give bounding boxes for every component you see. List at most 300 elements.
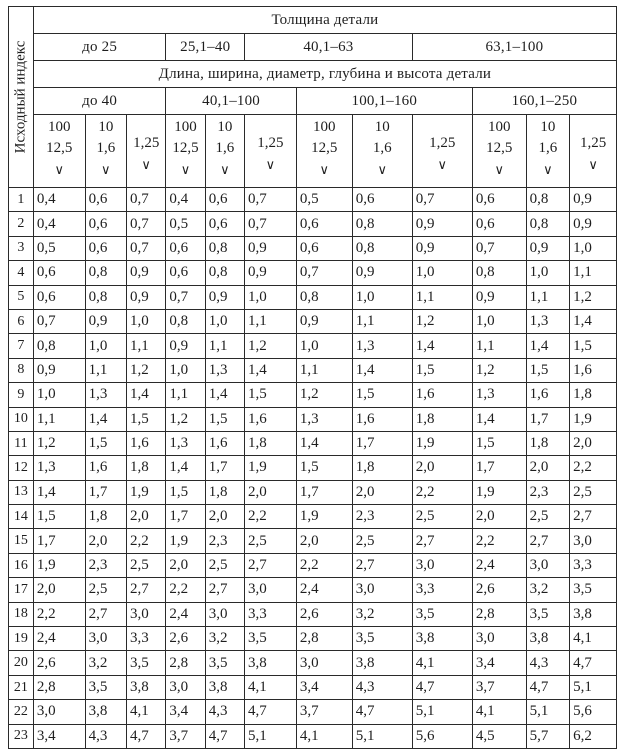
table-cell: 1,0 [526, 261, 569, 285]
table-cell: 4,1 [570, 627, 617, 651]
table-cell: 3,0 [570, 529, 617, 553]
row-index: 18 [9, 602, 34, 626]
table-cell: 1,7 [166, 505, 205, 529]
table-row [9, 480, 617, 504]
table-row [9, 188, 617, 212]
table-cell: 2,4 [472, 553, 526, 577]
table-cell: 1,0 [352, 285, 412, 309]
roughness-value: 100 [313, 119, 336, 135]
table-cell: 1,4 [296, 431, 352, 455]
table-cell: 2,4 [166, 602, 205, 626]
table-cell: 4,1 [245, 675, 297, 699]
dimension-range-3: 100,1–160 [296, 88, 472, 115]
dimension-header: Длина, ширина, диаметр, глубина и высота детали [33, 61, 616, 88]
table-cell: 1,5 [412, 358, 472, 382]
table-cell: 1,5 [33, 505, 85, 529]
table-cell: 2,8 [472, 602, 526, 626]
table-cell: 0,9 [166, 334, 205, 358]
table-cell: 0,9 [412, 212, 472, 236]
table-cell: 2,6 [296, 602, 352, 626]
row-index: 2 [9, 212, 34, 236]
table-cell: 3,5 [412, 602, 472, 626]
table-cell: 2,7 [245, 553, 297, 577]
table-cell: 2,0 [127, 505, 166, 529]
thickness-range-4: 63,1–100 [412, 34, 616, 61]
table-cell: 2,5 [85, 578, 126, 602]
table-cell: 1,0 [33, 383, 85, 407]
roughness-check-icon: ∨ [180, 162, 191, 177]
table-cell: 1,9 [570, 407, 617, 431]
table-cell: 3,0 [127, 602, 166, 626]
table-cell: 1,3 [85, 383, 126, 407]
table-cell: 0,9 [570, 188, 617, 212]
table-cell: 1,0 [85, 334, 126, 358]
table-cell: 1,3 [352, 334, 412, 358]
table-cell: 3,5 [127, 651, 166, 675]
table-cell: 1,5 [352, 383, 412, 407]
roughness-value: 10 [217, 119, 233, 135]
table-cell: 3,2 [352, 602, 412, 626]
table-cell: 3,5 [526, 602, 569, 626]
table-cell: 0,8 [205, 236, 244, 260]
table-cell: 1,4 [127, 383, 166, 407]
table-cell: 0,6 [166, 261, 205, 285]
table-cell: 0,5 [296, 188, 352, 212]
table-cell: 1,9 [166, 529, 205, 553]
table-cell: 0,8 [352, 212, 412, 236]
table-cell: 4,3 [526, 651, 569, 675]
roughness-value: 1,25 [579, 135, 607, 151]
table-cell: 0,9 [412, 236, 472, 260]
table-cell: 3,8 [245, 651, 297, 675]
table-cell: 1,3 [205, 358, 244, 382]
table-cell: 0,7 [412, 188, 472, 212]
table-cell: 2,3 [205, 529, 244, 553]
table-cell: 5,1 [412, 700, 472, 724]
table-cell: 1,2 [570, 285, 617, 309]
table-cell: 1,8 [127, 456, 166, 480]
roughness-value: 1,6 [96, 140, 116, 156]
roughness-check-icon: ∨ [220, 162, 230, 177]
table-cell: 1,3 [296, 407, 352, 431]
table-cell: 2,4 [33, 627, 85, 651]
roughness-cell [85, 115, 126, 188]
thickness-header: Толщина детали [33, 7, 616, 34]
table-cell: 1,1 [526, 285, 569, 309]
table-cell: 5,1 [352, 724, 412, 748]
table-cell: 2,6 [33, 651, 85, 675]
table-row [9, 358, 617, 382]
table-cell: 5,6 [412, 724, 472, 748]
table-cell: 2,2 [245, 505, 297, 529]
table-cell: 2,3 [85, 553, 126, 577]
table-cell: 4,3 [352, 675, 412, 699]
roughness-check-icon: ∨ [101, 162, 111, 177]
table-cell: 1,7 [472, 456, 526, 480]
roughness-check-icon: ∨ [265, 157, 276, 172]
table-cell: 3,8 [127, 675, 166, 699]
roughness-cell [205, 115, 244, 188]
table-cell: 3,0 [85, 627, 126, 651]
row-index: 11 [9, 431, 34, 455]
table-row [9, 627, 617, 651]
roughness-cell [412, 115, 472, 188]
roughness-cell [296, 115, 352, 188]
table-cell: 4,5 [472, 724, 526, 748]
dimension-range-1: до 40 [33, 88, 166, 115]
table-cell: 2,7 [85, 602, 126, 626]
roughness-cell [127, 115, 166, 188]
roughness-value: 10 [540, 119, 556, 135]
table-cell: 1,4 [472, 407, 526, 431]
table-cell: 0,6 [33, 285, 85, 309]
table-cell: 0,9 [296, 309, 352, 333]
table-cell: 3,7 [296, 700, 352, 724]
table-cell: 2,0 [352, 480, 412, 504]
row-index: 23 [9, 724, 34, 748]
table-cell: 0,7 [127, 188, 166, 212]
table-cell: 5,1 [526, 700, 569, 724]
table-cell: 0,9 [127, 285, 166, 309]
table-cell: 1,4 [85, 407, 126, 431]
table-cell: 2,3 [352, 505, 412, 529]
roughness-value: 100 [174, 119, 197, 135]
dimension-range-2: 40,1–100 [166, 88, 296, 115]
table-cell: 1,0 [412, 261, 472, 285]
table-cell: 3,0 [352, 578, 412, 602]
thickness-range-2: 25,1–40 [166, 34, 245, 61]
row-index: 5 [9, 285, 34, 309]
table-cell: 3,5 [205, 651, 244, 675]
table-cell: 1,1 [412, 285, 472, 309]
table-cell: 1,2 [296, 383, 352, 407]
table-cell: 1,7 [352, 431, 412, 455]
table-cell: 2,6 [166, 627, 205, 651]
table-cell: 1,0 [205, 309, 244, 333]
roughness-check-icon: ∨ [494, 162, 504, 177]
table-cell: 3,0 [245, 578, 297, 602]
table-cell: 3,7 [472, 675, 526, 699]
table-cell: 1,0 [127, 309, 166, 333]
table-cell: 1,6 [85, 456, 126, 480]
table-cell: 0,6 [166, 236, 205, 260]
row-index: 22 [9, 700, 34, 724]
table-cell: 2,0 [33, 578, 85, 602]
table-cell: 0,6 [85, 236, 126, 260]
table-cell: 3,5 [85, 675, 126, 699]
table-cell: 2,6 [472, 578, 526, 602]
table-cell: 0,9 [85, 309, 126, 333]
row-index: 16 [9, 553, 34, 577]
table-cell: 3,3 [127, 627, 166, 651]
table-cell: 4,1 [412, 651, 472, 675]
index-header [9, 7, 34, 188]
table-cell: 2,5 [570, 480, 617, 504]
table-row [9, 602, 617, 626]
table-cell: 3,8 [85, 700, 126, 724]
table-cell: 0,8 [85, 261, 126, 285]
row-index: 4 [9, 261, 34, 285]
table-cell: 4,1 [296, 724, 352, 748]
table-cell: 3,0 [412, 553, 472, 577]
table-cell: 1,6 [526, 383, 569, 407]
table-row [9, 334, 617, 358]
table-cell: 1,4 [570, 309, 617, 333]
roughness-check-icon: ∨ [319, 162, 330, 177]
table-cell: 0,9 [352, 261, 412, 285]
table-cell: 0,8 [526, 188, 569, 212]
row-index: 8 [9, 358, 34, 382]
table-cell: 1,0 [245, 285, 297, 309]
roughness-value: 1,6 [215, 140, 235, 156]
table-cell: 2,5 [127, 553, 166, 577]
table-cell: 3,0 [526, 553, 569, 577]
table-cell: 1,0 [472, 309, 526, 333]
index-header-label: Исходный индекс [12, 40, 29, 154]
table-cell: 4,7 [352, 700, 412, 724]
dimension-range-4: 160,1–250 [472, 88, 616, 115]
table-cell: 3,8 [352, 651, 412, 675]
thickness-range-3: 40,1–63 [245, 34, 413, 61]
table-cell: 2,5 [412, 505, 472, 529]
table-cell: 2,5 [526, 505, 569, 529]
table-row [9, 578, 617, 602]
table-cell: 3,5 [570, 578, 617, 602]
table-cell: 2,7 [205, 578, 244, 602]
table-cell: 0,4 [33, 188, 85, 212]
table-cell: 2,2 [166, 578, 205, 602]
table-cell: 1,1 [166, 383, 205, 407]
roughness-value: 10 [98, 119, 114, 135]
table-cell: 4,3 [85, 724, 126, 748]
table-cell: 0,6 [205, 188, 244, 212]
table-cell: 1,2 [33, 431, 85, 455]
table-row [9, 651, 617, 675]
table-cell: 0,6 [352, 188, 412, 212]
table-cell: 1,8 [245, 431, 297, 455]
table-cell: 1,4 [245, 358, 297, 382]
roughness-check-icon: ∨ [543, 162, 553, 177]
roughness-value: 1,6 [538, 140, 558, 156]
table-cell: 2,0 [245, 480, 297, 504]
roughness-value: 1,25 [257, 135, 284, 151]
table-cell: 3,4 [33, 724, 85, 748]
table-cell: 0,8 [472, 261, 526, 285]
table-cell: 1,1 [472, 334, 526, 358]
roughness-value: 12,5 [486, 140, 513, 156]
table-cell: 1,5 [296, 456, 352, 480]
table-cell: 0,7 [472, 236, 526, 260]
table-cell: 3,3 [245, 602, 297, 626]
table-cell: 4,7 [127, 724, 166, 748]
table-cell: 1,3 [166, 431, 205, 455]
table-cell: 0,9 [127, 261, 166, 285]
table-cell: 0,9 [245, 261, 297, 285]
table-cell: 0,6 [472, 188, 526, 212]
row-index: 9 [9, 383, 34, 407]
roughness-check-icon: ∨ [54, 162, 64, 177]
row-index: 1 [9, 188, 34, 212]
table-cell: 1,9 [127, 480, 166, 504]
table-cell: 5,1 [245, 724, 297, 748]
table-cell: 0,9 [245, 236, 297, 260]
table-cell: 1,9 [245, 456, 297, 480]
table-cell: 0,6 [472, 212, 526, 236]
table-cell: 1,1 [352, 309, 412, 333]
table-wrapper [8, 6, 617, 749]
table-cell: 1,9 [33, 553, 85, 577]
table-cell: 2,3 [526, 480, 569, 504]
table-cell: 0,8 [352, 236, 412, 260]
table-cell: 3,8 [412, 627, 472, 651]
table-cell: 2,0 [570, 431, 617, 455]
roughness-check-icon: ∨ [141, 157, 151, 172]
table-cell: 2,8 [296, 627, 352, 651]
table-cell: 1,4 [526, 334, 569, 358]
table-cell: 1,5 [526, 358, 569, 382]
table-cell: 4,1 [472, 700, 526, 724]
roughness-cell [352, 115, 412, 188]
roughness-cell [570, 115, 617, 188]
table-cell: 3,3 [412, 578, 472, 602]
table-cell: 3,4 [166, 700, 205, 724]
table-cell: 1,0 [570, 236, 617, 260]
table-cell: 0,8 [85, 285, 126, 309]
table-row [9, 724, 617, 748]
roughness-value: 1,6 [372, 140, 392, 156]
table-cell: 1,5 [166, 480, 205, 504]
table-cell: 2,0 [166, 553, 205, 577]
table-cell: 1,2 [245, 334, 297, 358]
row-index: 21 [9, 675, 34, 699]
table-cell: 0,7 [296, 261, 352, 285]
table-cell: 1,7 [33, 529, 85, 553]
roughness-check-icon: ∨ [377, 162, 387, 177]
table-cell: 3,2 [85, 651, 126, 675]
table-cell: 0,8 [296, 285, 352, 309]
table-cell: 3,4 [472, 651, 526, 675]
table-cell: 1,2 [166, 407, 205, 431]
table-cell: 4,3 [205, 700, 244, 724]
table-cell: 3,5 [245, 627, 297, 651]
table-cell: 0,5 [166, 212, 205, 236]
table-cell: 2,4 [296, 578, 352, 602]
table-cell: 0,8 [205, 261, 244, 285]
roughness-row [9, 115, 617, 188]
table-cell: 1,0 [166, 358, 205, 382]
table-cell: 3,2 [205, 627, 244, 651]
table-cell: 2,5 [205, 553, 244, 577]
table-cell: 0,6 [205, 212, 244, 236]
table-cell: 2,5 [245, 529, 297, 553]
table-cell: 2,2 [296, 553, 352, 577]
table-cell: 1,1 [85, 358, 126, 382]
table-cell: 0,7 [166, 285, 205, 309]
table-cell: 1,1 [33, 407, 85, 431]
table-cell: 1,6 [412, 383, 472, 407]
table-cell: 1,5 [570, 334, 617, 358]
table-cell: 4,7 [570, 651, 617, 675]
table-cell: 5,7 [526, 724, 569, 748]
roughness-cell [33, 115, 85, 188]
table-cell: 1,9 [472, 480, 526, 504]
roughness-cell [472, 115, 526, 188]
table-cell: 1,8 [570, 383, 617, 407]
table-cell: 1,1 [245, 309, 297, 333]
table-cell: 1,5 [472, 431, 526, 455]
table-cell: 1,1 [570, 261, 617, 285]
table-cell: 3,4 [296, 675, 352, 699]
table-cell: 2,7 [127, 578, 166, 602]
roughness-cell [166, 115, 205, 188]
table-row [9, 675, 617, 699]
table-row [9, 407, 617, 431]
table-cell: 4,7 [245, 700, 297, 724]
table-cell: 4,1 [127, 700, 166, 724]
table-cell: 2,2 [412, 480, 472, 504]
tolerance-table [8, 6, 617, 749]
roughness-value: 12,5 [311, 140, 338, 156]
table-cell: 2,7 [570, 505, 617, 529]
table-cell: 1,5 [85, 431, 126, 455]
table-cell: 4,7 [526, 675, 569, 699]
roughness-cell [245, 115, 297, 188]
table-cell: 5,1 [570, 675, 617, 699]
row-index: 3 [9, 236, 34, 260]
roughness-value: 1,25 [429, 135, 456, 151]
table-row [9, 529, 617, 553]
table-cell: 1,6 [352, 407, 412, 431]
table-cell: 2,5 [352, 529, 412, 553]
table-cell: 2,0 [526, 456, 569, 480]
row-index: 7 [9, 334, 34, 358]
table-row [9, 700, 617, 724]
table-row [9, 261, 617, 285]
table-cell: 0,7 [127, 236, 166, 260]
table-cell: 3,8 [205, 675, 244, 699]
table-cell: 3,7 [166, 724, 205, 748]
table-cell: 5,6 [570, 700, 617, 724]
table-cell: 0,7 [33, 309, 85, 333]
table-cell: 2,0 [85, 529, 126, 553]
table-row [9, 456, 617, 480]
table-cell: 0,4 [166, 188, 205, 212]
row-index: 14 [9, 505, 34, 529]
table-row [9, 236, 617, 260]
table-cell: 1,6 [127, 431, 166, 455]
table-cell: 0,7 [245, 188, 297, 212]
table-cell: 2,2 [33, 602, 85, 626]
table-cell: 2,8 [166, 651, 205, 675]
table-row [9, 553, 617, 577]
table-cell: 3,3 [570, 553, 617, 577]
table-cell: 2,0 [472, 505, 526, 529]
table-cell: 0,5 [33, 236, 85, 260]
row-index: 13 [9, 480, 34, 504]
table-cell: 1,7 [526, 407, 569, 431]
row-index: 19 [9, 627, 34, 651]
table-cell: 1,7 [205, 456, 244, 480]
table-cell: 1,0 [296, 334, 352, 358]
table-cell: 1,8 [352, 456, 412, 480]
table-cell: 0,9 [472, 285, 526, 309]
roughness-value: 100 [47, 119, 71, 135]
table-row [9, 383, 617, 407]
table-cell: 3,0 [33, 700, 85, 724]
row-index: 12 [9, 456, 34, 480]
table-cell: 2,0 [412, 456, 472, 480]
table-row [9, 505, 617, 529]
